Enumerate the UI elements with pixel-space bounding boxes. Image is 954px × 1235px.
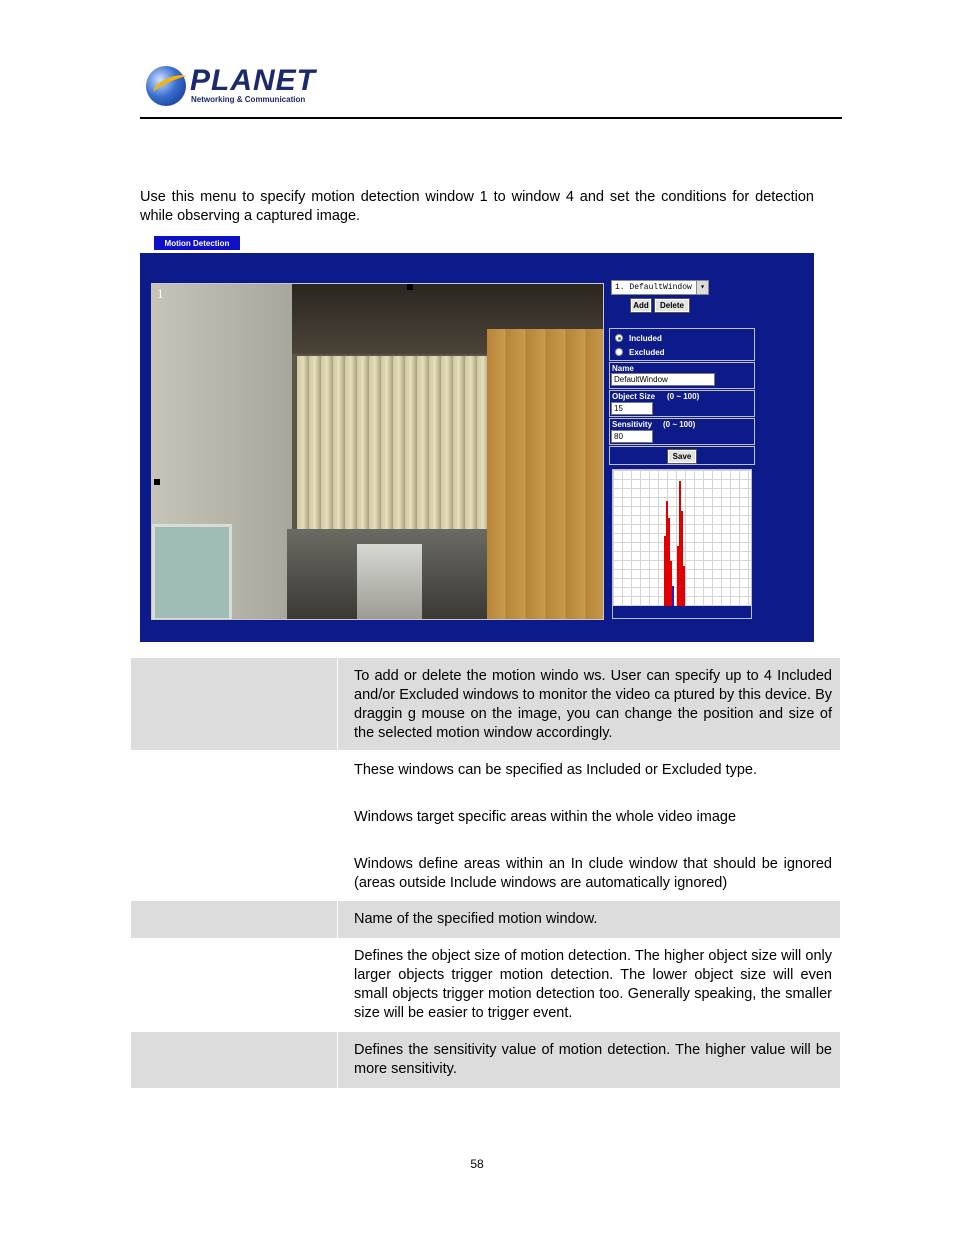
resize-handle-top[interactable] <box>407 284 413 290</box>
sensitivity-label: Sensitivity <box>612 420 653 429</box>
table-cell: Windows define areas within an In clude window that should be ignored (areas outside Include windows are automatically ignored) <box>354 856 832 891</box>
delete-window-button[interactable]: Delete <box>655 299 689 312</box>
name-label: Name <box>612 364 634 373</box>
table-cell: Name of the specified motion window. <box>354 911 598 927</box>
video-preview[interactable] <box>151 283 604 620</box>
sensitivity-input[interactable]: 80 <box>611 430 653 443</box>
motion-window-number: 1 <box>157 286 164 301</box>
object-size-range: (0 ~ 100) <box>667 392 700 401</box>
column-divider <box>337 658 338 1088</box>
add-window-button[interactable]: Add <box>631 299 651 312</box>
excluded-radio[interactable] <box>615 348 623 356</box>
intro-paragraph: Use this menu to specify motion detection window 1 to window 4 and set the conditions for detection while observing a captured image. <box>140 189 814 224</box>
table-cell: Windows target specific areas within the whole video image <box>354 809 737 825</box>
table-cell: Defines the object size of motion detection. The higher object size will only larger objects trigger motion detection. The lower object size will even small objects trigger motion detection too. Generally speaking, the smaller size will be easier to trigger event. <box>354 948 832 1021</box>
sensitivity-range: (0 ~ 100) <box>663 420 696 429</box>
table-cell: To add or delete the motion windo ws. User can specify up to 4 Included and/or Excluded windows to monitor the video ca ptured by this device. By draggin g mouse on the image, you can change the position and size of the selected motion window accordingly. <box>354 668 832 741</box>
chevron-down-icon: ▾ <box>696 281 708 294</box>
graph-bar <box>683 566 685 606</box>
table-cell: Defines the sensitivity value of motion detection. The higher value will be more sensitivity. <box>354 1042 832 1077</box>
window-select[interactable] <box>611 280 709 295</box>
object-size-input[interactable]: 15 <box>611 402 653 415</box>
tab-motion-detection[interactable]: Motion Detection <box>153 235 241 251</box>
brand-tagline: Networking & Communication <box>191 95 306 104</box>
included-radio[interactable] <box>615 334 623 342</box>
window-select-value: 1. DefaultWindow <box>615 283 692 292</box>
save-button[interactable]: Save <box>668 450 696 463</box>
graph-bar <box>672 586 674 606</box>
object-size-label: Object Size <box>612 392 656 401</box>
table-cell: These windows can be specified as Included or Excluded type. <box>354 762 758 778</box>
name-input[interactable]: DefaultWindow <box>611 373 715 386</box>
motion-activity-graph <box>612 469 752 619</box>
planet-logo <box>146 64 316 108</box>
included-label: Included <box>629 334 662 343</box>
brand-name: PLANET <box>190 64 316 97</box>
graph-baseline <box>613 606 752 618</box>
page-number: 58 <box>470 1157 484 1171</box>
excluded-label: Excluded <box>629 348 665 357</box>
header-divider <box>140 117 842 119</box>
resize-handle-left[interactable] <box>154 479 160 485</box>
